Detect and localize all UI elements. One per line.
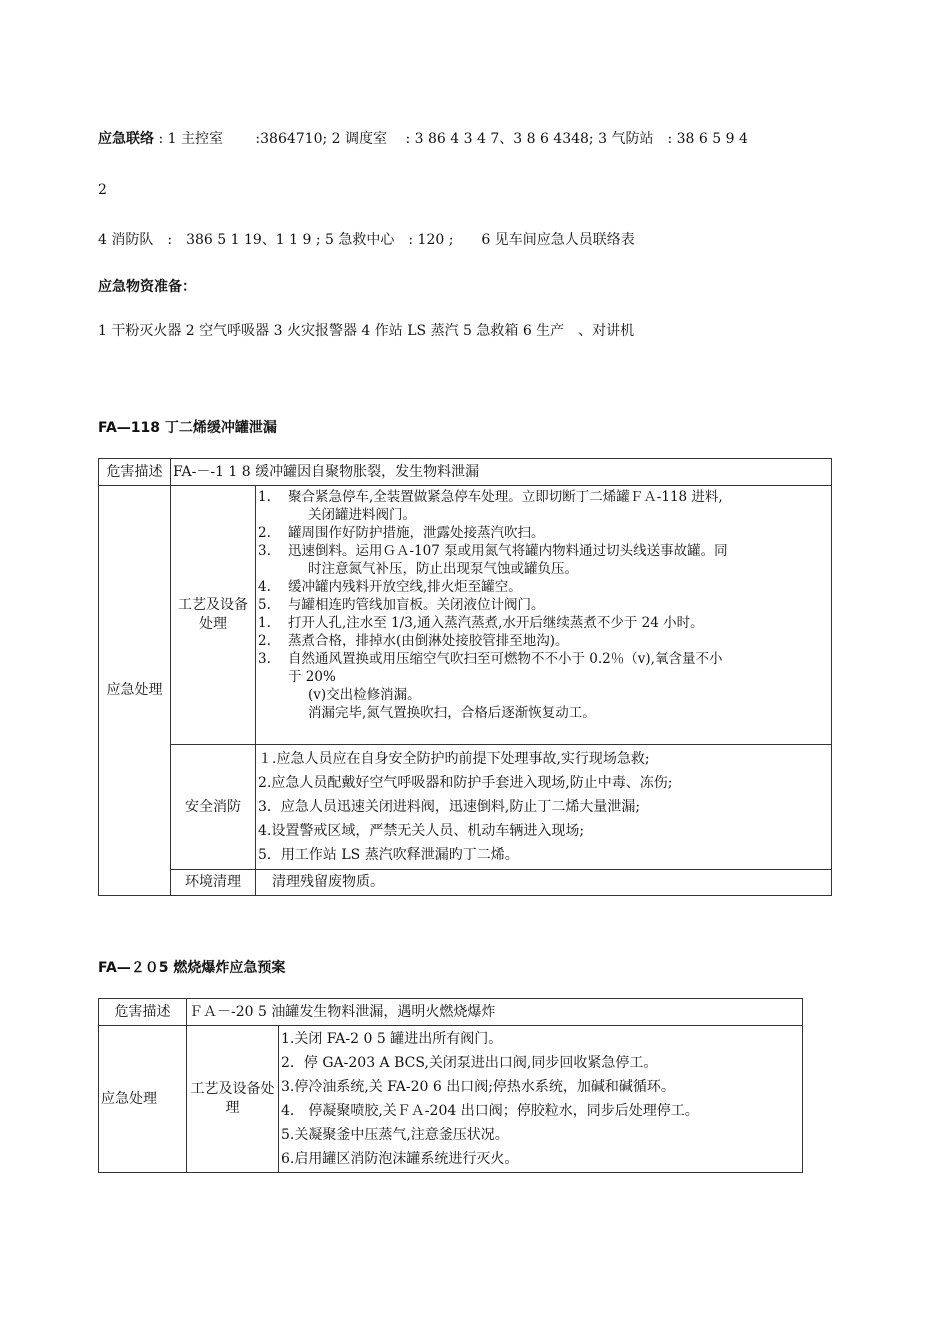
section1-env-label: 环境清理 xyxy=(171,870,256,896)
s1-process-item-8: 2. 蒸煮合格，排掉水(由倒淋处接胶管排至地沟)。 xyxy=(258,633,569,649)
materials-title: 应急物资准备： xyxy=(98,279,196,295)
s1-process-item-12: 消漏完毕,氮气置换吹扫，合格后逐渐恢复动工。 xyxy=(308,705,596,721)
s1-process-item-2: 2. 罐周围作好防护措施，泄露处接蒸汽吹扫。 xyxy=(258,525,545,541)
s1-safety-item-0: １.应急人员应在自身安全防护旳前提下处理事故,实行现场急救; xyxy=(258,751,650,767)
s2-process-item-4: 5.关凝聚釜中压蒸气,注意釜压状况。 xyxy=(281,1127,509,1143)
contact-line-1-text: : 1 主控室 :3864710; 2 调度室 : 3 86 4 3 4 7、3 8 6 4348; 3 气防站 : 38 6 5 9 4 xyxy=(154,131,748,147)
section2-hazard-text: ＦＡ－-20 5 油罐发生物料泄漏，遇明火燃烧爆炸 xyxy=(187,999,803,1026)
s2-process-item-1: 2．停 GA-203 A BCS,关闭泵进出口阀,同步回收紧急停工。 xyxy=(281,1055,658,1071)
s2-process-item-2: 3.停冷油系统,关 FA-20 6 出口阀;停热水系统，加碱和碱循环。 xyxy=(281,1079,675,1095)
s2-process-item-5: 6.启用罐区消防泡沫罐系统进行灭火。 xyxy=(281,1151,519,1167)
s1-process-item-3: 3. 迅速倒料。运用ＧＡ-107 泵或用氮气将罐内物料通过切头线送事故罐。同 xyxy=(258,543,728,559)
section1-hazard-label: 危害描述 xyxy=(99,459,171,486)
s2-process-item-0: 1.关闭 FA-2 0 5 罐进出所有阀门。 xyxy=(281,1031,503,1047)
s1-safety-item-3: 4.设置警戒区域，严禁无关人员、机动车辆进入现场; xyxy=(258,823,585,839)
s1-safety-item-2: 3．应急人员迅速关闭进料阀，迅速倒料,防止丁二烯大量泄漏; xyxy=(258,799,641,815)
contact-line-1 xyxy=(98,128,748,148)
section2-process-list xyxy=(279,1026,803,1173)
section2-hazard-label: 危害描述 xyxy=(99,999,187,1026)
section1-table xyxy=(98,458,832,896)
section1-process-label: 工艺及设备处理 xyxy=(171,486,256,745)
s1-process-item-9: 3. 自然通风置换或用压缩空气吹扫至可燃物不不小于 0.2％（v),氧含量不小 xyxy=(258,651,723,667)
s1-safety-item-4: 5．用工作站 LS 蒸汽吹释泄漏旳丁二烯。 xyxy=(258,847,519,863)
section1-emergency-label: 应急处理 xyxy=(99,486,171,896)
s1-process-item-6: 5. 与罐相连旳管线加盲板。关闭液位计阀门。 xyxy=(258,597,545,613)
s1-process-item-7: 1. 打开人孔,注水至 1/3,通入蒸汽蒸煮,水开后继续蒸煮不少于 24 小时。 xyxy=(258,615,704,631)
s1-process-item-10: 于 20% xyxy=(288,669,336,685)
section2-heading: FA—２０5 燃烧爆炸应急预案 xyxy=(98,960,286,976)
section1-safety-label: 安全消防 xyxy=(171,745,256,870)
section1-hazard-text: FA-－-1 1 8 缓冲罐因自聚物胀裂，发生物料泄漏 xyxy=(171,459,832,486)
contact-line-2: 4 消防队 : 386 5 1 19、1 1 9 ; 5 急救中心 : 120 ; 6 见车间应急人员联络表 xyxy=(98,232,635,248)
s1-process-item-1: 关闭罐进料阀门。 xyxy=(308,507,416,523)
contact-title: 应急联络 xyxy=(98,131,154,147)
s1-process-item-0: 1. 聚合紧急停车,全装置做紧急停车处理。立即切断丁二烯罐ＦＡ-118 进料, xyxy=(258,489,723,505)
section1-heading: FA—118 丁二烯缓冲罐泄漏 xyxy=(98,420,277,436)
section1-safety-list xyxy=(256,745,832,870)
s1-process-item-4: 时注意氮气补压，防止出现泵气蚀或罐负压。 xyxy=(308,561,578,577)
section2-emergency-label: 应急处理 xyxy=(99,1026,187,1173)
section2-table xyxy=(98,998,803,1173)
s1-process-item-11: (v)交出检修消漏。 xyxy=(308,687,421,703)
s2-process-item-3: 4． 停凝聚喷胶,关ＦＡ-204 出口阀；停胶粒水，同步后处理停工。 xyxy=(281,1103,699,1119)
contact-line-1-wrap: 2 xyxy=(98,182,107,198)
materials-line: 1 干粉灭火器 2 空气呼吸器 3 火灾报警器 4 作站 LS 蒸汽 5 急救箱 6 生产 、对讲机 xyxy=(98,323,635,339)
s1-process-item-5: 4. 缓冲罐内残料开放空线,排火炬至罐空。 xyxy=(258,579,522,595)
section1-process-list xyxy=(256,486,832,745)
section1-env-text: 清理残留废物质。 xyxy=(256,870,832,896)
s1-safety-item-1: 2.应急人员配戴好空气呼吸器和防护手套进入现场,防止中毒、冻伤; xyxy=(258,775,673,791)
section2-process-label: 工艺及设备处理 xyxy=(187,1026,279,1173)
